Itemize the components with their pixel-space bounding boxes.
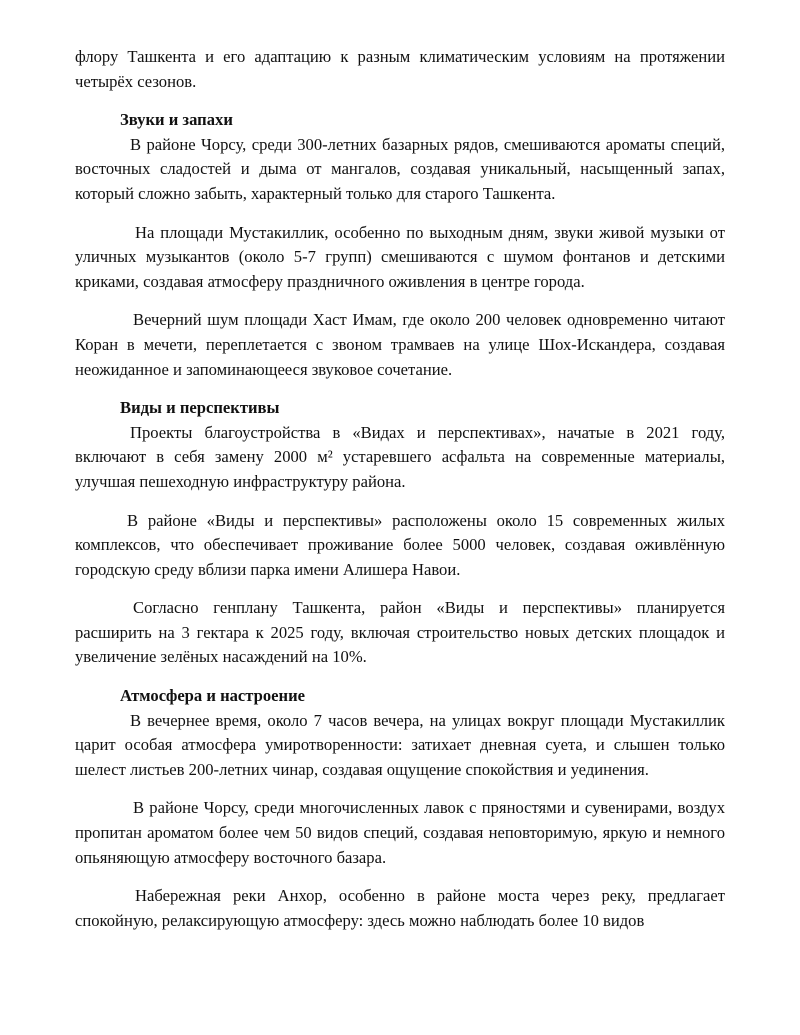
section-heading-views: Виды и перспективы: [120, 398, 280, 418]
paragraph: В вечернее время, около 7 часов вечера, на улицах вокруг площади Мустакиллик царит особая атмосфера умиротворенности: затихает дневная суета, и слышен только шелест листьев 200-летних чинар, создавая ощущение спокойствия и уединения.: [75, 710, 725, 779]
paragraph: Вечерний шум площади Хаст Имам, где около 200 человек одновременно читают Коран в мечети, переплетается с звоном трамваев на улице Шох-Искандера, создавая неожиданное и запоминающееся звуковое сочетание.: [75, 310, 725, 379]
paragraph: В районе Чорсу, среди многочисленных лавок с пряностями и сувенирами, воздух пропитан ароматом более чем 50 видов специй, создавая неповторимую, яркую и немного опьяняющую атмосферу восточного базара.: [75, 798, 725, 867]
intro-paragraph: флору Ташкента и его адаптацию к разным климатическим условиям на протяжении четырёх сезонов.: [75, 47, 725, 91]
paragraph: В районе «Виды и перспективы» расположены около 15 современных жилых комплексов, что обеспечивает проживание более 5000 человек, создавая оживлённую городскую среду вблизи парка имени Алишера Навои.: [75, 510, 725, 579]
section-heading-atmosphere: Атмосфера и настроение: [120, 686, 306, 706]
paragraph: В районе Чорсу, среди 300-летних базарных рядов, смешиваются ароматы специй, восточных сладостей и дыма от мангалов, создавая уникальный, насыщенный запах, который сложно забыть, характерный только для старого Ташкента.: [75, 134, 725, 203]
paragraph: Согласно генплану Ташкента, район «Виды и перспективы» планируется расширить на 3 гектара к 2025 году, включая строительство новых детских площадок и увеличение зелёных насаждений на 10%.: [75, 598, 725, 667]
paragraph: Проекты благоустройства в «Видах и перспективах», начатые в 2021 году, включают в себя замену 2000 м² устаревшего асфальта на современные материалы, улучшая пешеходную инфраструктуру района.: [75, 422, 725, 491]
paragraph: Набережная реки Анхор, особенно в районе моста через реку, предлагает спокойную, релаксирующую атмосферу: здесь можно наблюдать более 10 видов: [75, 886, 725, 930]
section-heading-sounds: Звуки и запахи: [120, 110, 233, 130]
document-body: [75, 45, 725, 933]
paragraph: На площади Мустакиллик, особенно по выходным дням, звуки живой музыки от уличных музыкантов (около 5-7 групп) смешиваются с шумом фонтанов и детскими криками, создавая атмосферу праздничного оживления в центре города.: [75, 222, 725, 291]
